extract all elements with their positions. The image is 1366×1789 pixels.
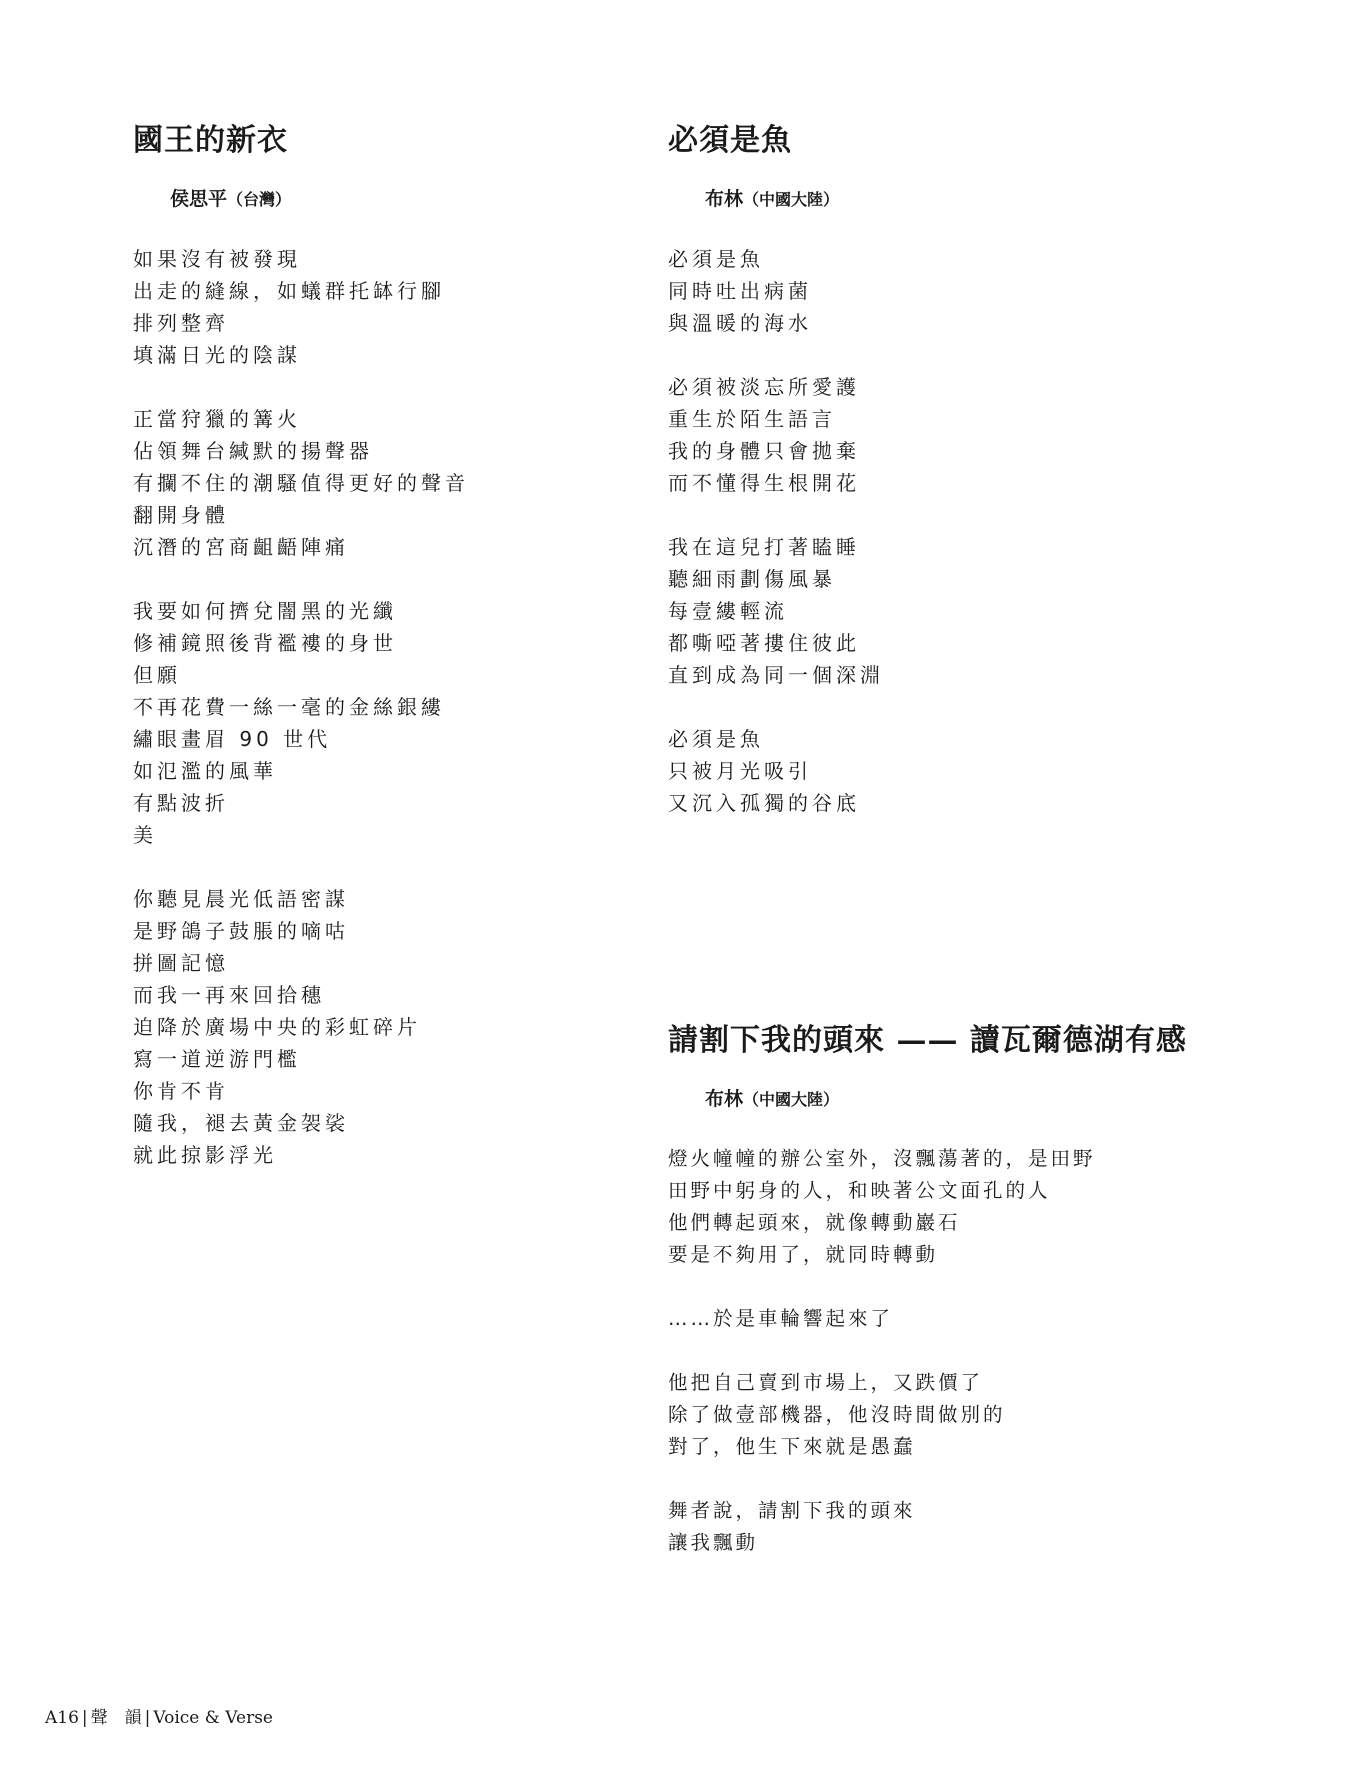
poem-line: 佔領舞台緘默的揚聲器 — [133, 439, 373, 463]
footer-separator: | — [81, 1708, 88, 1728]
stanza — [133, 403, 469, 563]
stanza — [133, 243, 469, 371]
poem-line: 修補鏡照後背襤褸的身世 — [133, 631, 397, 655]
poem-line: 你肯不肯 — [133, 1079, 229, 1103]
poem-line: 拼圖記憶 — [133, 951, 229, 975]
poem-title: 必須是魚 — [668, 123, 792, 158]
stanza — [668, 243, 884, 339]
stanza — [668, 1143, 1187, 1271]
page-footer — [45, 1707, 273, 1729]
poem-body — [668, 1143, 1187, 1559]
stanza — [668, 1303, 1187, 1335]
stanza — [133, 883, 469, 1171]
author-name: 布林 — [705, 188, 744, 210]
poem-line: 燈火幢幢的辦公室外，沒飄蕩著的，是田野 — [668, 1147, 1096, 1170]
poem-line: 你聽見晨光低語密謀 — [133, 887, 349, 911]
author-region: （中國大陸） — [743, 190, 840, 209]
poem-line: 必須被淡忘所愛護 — [668, 375, 860, 399]
poem-line: 舞者說，請割下我的頭來 — [668, 1499, 916, 1522]
poem-byline — [705, 1086, 1187, 1113]
poem-line: 與溫暖的海水 — [668, 311, 812, 335]
stanza — [668, 531, 884, 691]
author-region: （台灣） — [227, 190, 292, 209]
poem-line: 聽細雨劃傷風暴 — [668, 567, 836, 591]
poem-cut-off-my-head — [668, 1022, 1187, 1591]
page-number: A16 — [45, 1708, 79, 1728]
section-name: 聲 韻 — [90, 1708, 142, 1728]
poem-line: 除了做壹部機器，他沒時間做別的 — [668, 1403, 1006, 1426]
poem-line: 正當狩獵的篝火 — [133, 407, 301, 431]
poem-must-be-fish — [668, 122, 884, 851]
poem-line: 直到成為同一個深淵 — [668, 663, 884, 687]
stanza — [668, 371, 884, 499]
poem-line: 又沉入孤獨的谷底 — [668, 791, 860, 815]
poem-line: 要是不夠用了，就同時轉動 — [668, 1243, 939, 1266]
stanza — [668, 723, 884, 819]
poem-line: 他把自己賣到市場上，又跌價了 — [668, 1371, 984, 1394]
poem-line: 每壹縷輕流 — [668, 599, 788, 623]
author-name: 布林 — [705, 1088, 744, 1110]
poem-line: 讓我飄動 — [668, 1531, 759, 1554]
poem-line: 但願 — [133, 663, 181, 687]
poem-line: 他們轉起頭來，就像轉動巖石 — [668, 1211, 961, 1234]
poem-line: 而不懂得生根開花 — [668, 471, 860, 495]
poem-line: 美 — [133, 823, 157, 847]
poem-byline — [170, 186, 469, 213]
poem-line: 必須是魚 — [668, 727, 764, 751]
poem-line: ……於是車輪響起來了 — [668, 1307, 894, 1330]
section-subtitle: Voice & Verse — [153, 1708, 273, 1728]
poem-line: 不再花費一絲一毫的金絲銀縷 — [133, 695, 445, 719]
poem-line: 必須是魚 — [668, 247, 764, 271]
poem-line: 有點波折 — [133, 791, 229, 815]
poem-kings-new-clothes — [133, 122, 469, 1203]
poem-line: 都嘶啞著摟住彼此 — [668, 631, 860, 655]
author-name: 侯思平 — [170, 188, 228, 210]
footer-separator: | — [144, 1708, 151, 1728]
poem-line: 如氾濫的風華 — [133, 759, 277, 783]
poem-body — [668, 243, 884, 819]
poem-title: 請割下我的頭來 —— 讀瓦爾德湖有感 — [668, 1023, 1187, 1058]
poem-line: 同時吐出病菌 — [668, 279, 812, 303]
poem-line: 繡眼畫眉 90 世代 — [133, 727, 332, 751]
poem-line: 如果沒有被發現 — [133, 247, 301, 271]
poem-line: 隨我，褪去黃金袈裟 — [133, 1111, 349, 1135]
stanza — [668, 1495, 1187, 1559]
poem-line: 而我一再來回拾穗 — [133, 983, 325, 1007]
poem-line: 寫一道逆游門檻 — [133, 1047, 301, 1071]
poem-body — [133, 243, 469, 1171]
poem-line: 填滿日光的陰謀 — [133, 343, 301, 367]
poem-line: 有攔不住的潮騷值得更好的聲音 — [133, 471, 469, 495]
poem-line: 就此掠影浮光 — [133, 1143, 277, 1167]
stanza — [133, 595, 469, 851]
stanza — [668, 1367, 1187, 1463]
poem-line: 我的身體只會拋棄 — [668, 439, 860, 463]
poem-line: 排列整齊 — [133, 311, 229, 335]
author-region: （中國大陸） — [743, 1090, 840, 1109]
poem-line: 我在這兒打著瞌睡 — [668, 535, 860, 559]
poem-line: 沉潛的宮商齟齬陣痛 — [133, 535, 349, 559]
poem-line: 翻開身體 — [133, 503, 229, 527]
poem-line: 重生於陌生語言 — [668, 407, 836, 431]
poem-line: 是野鴿子鼓脹的嘀咕 — [133, 919, 349, 943]
poem-line: 只被月光吸引 — [668, 759, 812, 783]
poem-line: 對了，他生下來就是愚蠢 — [668, 1435, 916, 1458]
poem-line: 我要如何擠兌闇黑的光纖 — [133, 599, 397, 623]
poem-line: 出走的縫線，如蟻群托缽行腳 — [133, 279, 445, 303]
poem-line: 迫降於廣場中央的彩虹碎片 — [133, 1015, 421, 1039]
poem-line: 田野中躬身的人，和映著公文面孔的人 — [668, 1179, 1051, 1202]
poem-title: 國王的新衣 — [133, 123, 288, 158]
poem-byline — [705, 186, 884, 213]
